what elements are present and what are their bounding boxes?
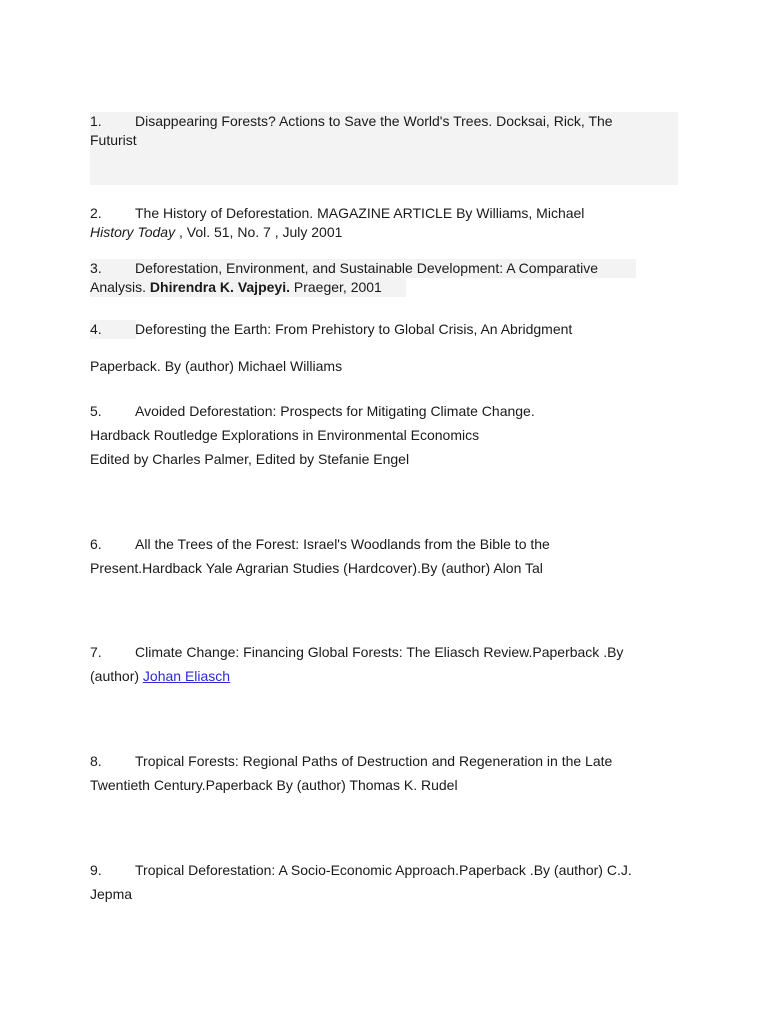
entry-5-line-1 [90,399,680,423]
entry-8-line-1 [90,749,680,773]
entry-5 [90,399,680,471]
entry-number: 4. [90,321,102,337]
entry-2-line-1 [90,204,680,223]
entry-title: Avoided Deforestation: Prospects for Mitigating Climate Change. [135,403,535,419]
entry-4-line-2: Paperback. By (author) Michael Williams [90,358,343,374]
entry-4 [90,320,680,339]
entry-7-line-2 [90,664,680,688]
entry-9-line-1 [90,858,680,882]
entry-3-line-1 [90,259,680,278]
entry-title: Deforesting the Earth: From Prehistory to Global Crisis, An Abridgment [135,321,573,337]
entry-number: 1. [90,113,102,129]
entry-7 [90,640,680,688]
entry-title-cont: Analysis. [90,279,150,295]
entry-9-line-2: Jepma [90,886,133,902]
entry-author: Dhirendra K. Vajpeyi. [149,279,290,295]
entry-number: 8. [90,753,102,769]
entry-5-line-2: Hardback Routledge Explorations in Environmental Economics [90,427,480,443]
entry-number: 7. [90,644,102,660]
entry-6-line-1 [90,532,680,556]
entry-1-line-2: Futurist [90,132,137,148]
entry-3 [90,259,680,297]
entry-7-line-1 [90,640,680,664]
entry-title: Climate Change: Financing Global Forests: The Eliasch Review.Paperback .By [135,644,624,660]
entry-number: 3. [90,260,102,276]
entry-2-line-2 [90,223,680,242]
journal-name: History Today [90,224,176,240]
entry-title: Deforestation, Environment, and Sustainable Development: A Comparative [135,260,599,276]
entry-title: Tropical Deforestation: A Socio-Economic Approach.Paperback .By (author) C.J. [135,862,632,878]
journal-details: , Vol. 51, No. 7 , July 2001 [175,224,343,240]
entry-title-cont: (author) [90,668,143,684]
entry-number: 9. [90,862,102,878]
entry-8-line-2: Twentieth Century.Paperback By (author) Thomas K. Rudel [90,777,458,793]
entry-6 [90,532,680,580]
entry-4-cont [90,357,680,376]
entry-number: 6. [90,536,102,552]
entry-1-line-1 [90,112,680,131]
entry-3-line-2 [90,278,680,297]
entry-9 [90,858,680,906]
entry-number: 5. [90,403,102,419]
author-link[interactable]: Johan Eliasch [142,668,231,684]
entry-title: All the Trees of the Forest: Israel's Woodlands from the Bible to the [135,536,550,552]
entry-1 [90,112,680,150]
entry-number: 2. [90,205,102,221]
entry-8 [90,749,680,797]
entry-title: Tropical Forests: Regional Paths of Destruction and Regeneration in the Late [135,753,613,769]
entry-2 [90,204,680,242]
entry-title: The History of Deforestation. MAGAZINE ARTICLE By Williams, Michael [135,205,585,221]
entry-title: Disappearing Forests? Actions to Save the World's Trees. Docksai, Rick, The [135,113,613,129]
entry-6-line-2: Present.Hardback Yale Agrarian Studies (Hardcover).By (author) Alon Tal [90,560,543,576]
entry-publisher: Praeger, 2001 [289,279,382,295]
entry-4-line-1 [90,320,680,339]
entry-5-line-3: Edited by Charles Palmer, Edited by Stefanie Engel [90,451,410,467]
